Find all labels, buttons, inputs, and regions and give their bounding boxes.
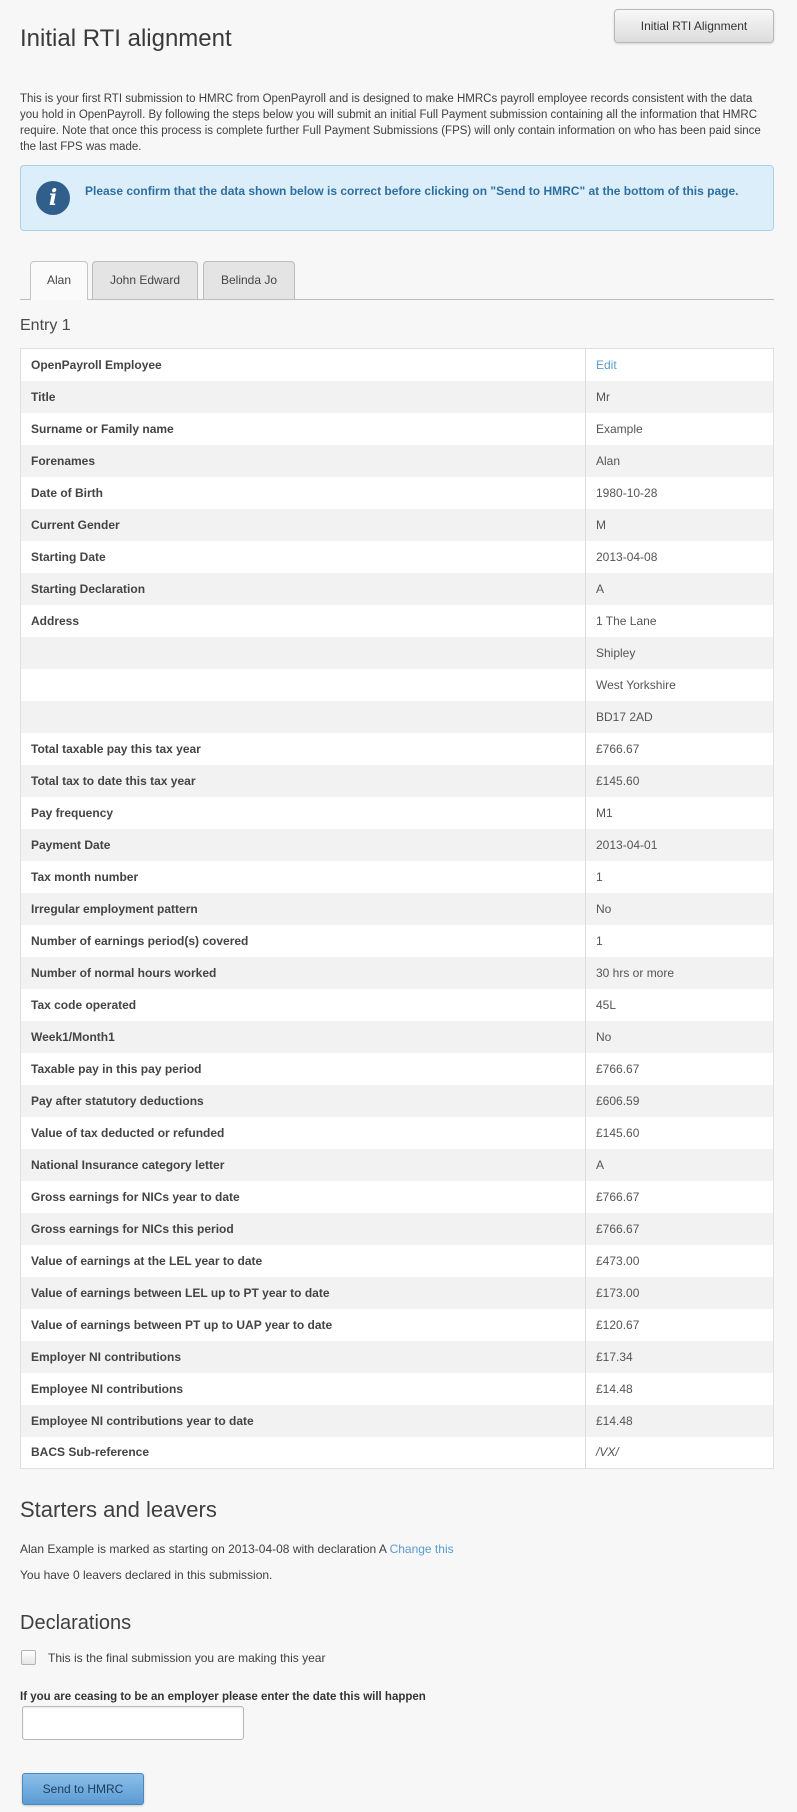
table-row [21, 893, 774, 925]
row-label [21, 669, 586, 701]
send-to-hmrc-button[interactable]: Send to HMRC [22, 1773, 144, 1805]
row-label: Starting Date [21, 541, 586, 573]
table-row [21, 477, 774, 509]
row-value: Alan [596, 453, 621, 468]
table-row [21, 1277, 774, 1309]
ceasing-date-input[interactable] [22, 1706, 244, 1740]
row-label: Tax code operated [21, 989, 586, 1021]
row-value: £473.00 [596, 1253, 640, 1268]
row-value: 45L [596, 997, 617, 1012]
row-label [21, 701, 586, 733]
tab-alan[interactable]: Alan [30, 261, 88, 300]
row-label: Value of earnings at the LEL year to date [21, 1245, 586, 1277]
row-label: Title [21, 381, 586, 413]
row-label: Value of earnings between LEL up to PT year to date [21, 1277, 586, 1309]
row-label: Gross earnings for NICs this period [21, 1213, 586, 1245]
row-label: Week1/Month1 [21, 1021, 586, 1053]
table-row [21, 509, 774, 541]
row-label: Address [21, 605, 586, 637]
info-alert [20, 165, 774, 231]
intro-text: This is your first RTI submission to HMRC from OpenPayroll and is designed to make HMRCs payroll employee records consistent with the data you hold in OpenPayroll. By following the steps below you will submit an initial Full Payment submission containing all the information that HMRC require. Note that once this process is complete further Full Payment Submissions (FPS) will only contain information on who has been paid since the last FPS was made. [20, 93, 761, 153]
row-label [21, 637, 586, 669]
row-label: BACS Sub-reference [21, 1437, 586, 1469]
row-value: £145.60 [596, 1125, 640, 1140]
row-value: 1980-10-28 [596, 485, 658, 500]
row-label: OpenPayroll Employee [21, 349, 586, 381]
row-value: Mr [596, 389, 610, 404]
row-value: £17.34 [596, 1349, 633, 1364]
row-value: £766.67 [596, 741, 640, 756]
ceasing-date-label: If you are ceasing to be an employer please enter the date this will happen [20, 1691, 426, 1703]
starters-leavers-title: Starters and leavers [20, 1497, 217, 1522]
row-value: 1 [596, 933, 603, 948]
table-row [21, 381, 774, 413]
row-label: Current Gender [21, 509, 586, 541]
info-alert-text: Please confirm that the data shown below is correct before clicking on "Send to HMRC" at the bottom of this page. [85, 184, 739, 198]
table-row [21, 861, 774, 893]
row-label: Pay after statutory deductions [21, 1085, 586, 1117]
row-label: Surname or Family name [21, 413, 586, 445]
row-value: 30 hrs or more [596, 965, 675, 980]
row-label: Number of earnings period(s) covered [21, 925, 586, 957]
row-value: £14.48 [596, 1381, 633, 1396]
tab-belinda-jo[interactable]: Belinda Jo [203, 261, 295, 299]
employee-tabs [20, 261, 774, 300]
table-row [21, 1021, 774, 1053]
row-value: £14.48 [596, 1413, 633, 1428]
table-row [21, 1373, 774, 1405]
change-this-link[interactable]: Change this [389, 1542, 454, 1556]
table-row [21, 669, 774, 701]
declarations-title: Declarations [20, 1612, 132, 1634]
table-row [21, 1437, 774, 1469]
table-row [21, 1149, 774, 1181]
row-label: Starting Declaration [21, 573, 586, 605]
table-row [21, 1117, 774, 1149]
row-value: Example [596, 421, 643, 436]
table-row [21, 413, 774, 445]
starter-info [20, 1541, 454, 1557]
table-row [21, 1309, 774, 1341]
row-label: Employee NI contributions [21, 1373, 586, 1405]
page-title: Initial RTI alignment [20, 25, 232, 52]
starter-text: Alan Example is marked as starting on 2013-04-08 with declaration A [20, 1542, 387, 1556]
row-label: Irregular employment pattern [21, 893, 586, 925]
table-row [21, 797, 774, 829]
row-value: A [596, 1157, 605, 1172]
row-value: 1 [596, 869, 603, 884]
tab-john-edward[interactable]: John Edward [92, 261, 198, 299]
row-value: West Yorkshire [596, 677, 676, 692]
row-value: £766.67 [596, 1061, 640, 1076]
table-row [21, 1053, 774, 1085]
table-row [21, 701, 774, 733]
row-value: £766.67 [596, 1221, 640, 1236]
table-row [21, 1245, 774, 1277]
row-label: Pay frequency [21, 797, 586, 829]
table-row [21, 765, 774, 797]
table-row [21, 957, 774, 989]
row-value: £145.60 [596, 773, 640, 788]
row-label: Employee NI contributions year to date [21, 1405, 586, 1437]
table-row [21, 1085, 774, 1117]
table-row [21, 541, 774, 573]
row-label: Taxable pay in this pay period [21, 1053, 586, 1085]
info-icon: i [36, 181, 70, 215]
row-value: M [596, 517, 606, 532]
row-value: 2013-04-01 [596, 837, 658, 852]
table-row [21, 989, 774, 1021]
final-submission-label: This is the final submission you are making this year [48, 1651, 326, 1665]
row-value: M1 [596, 805, 613, 820]
row-label: Total taxable pay this tax year [21, 733, 586, 765]
row-value: £173.00 [596, 1285, 640, 1300]
employee-data-table [20, 348, 774, 1469]
table-row [21, 637, 774, 669]
final-submission-checkbox[interactable] [21, 1650, 36, 1665]
row-label: National Insurance category letter [21, 1149, 586, 1181]
table-row [21, 573, 774, 605]
table-row [21, 1181, 774, 1213]
row-label: Tax month number [21, 861, 586, 893]
row-value: £606.59 [596, 1093, 640, 1108]
row-label: Date of Birth [21, 477, 586, 509]
row-label: Total tax to date this tax year [21, 765, 586, 797]
entry-title: Entry 1 [20, 317, 71, 334]
table-row [21, 349, 774, 381]
initial-rti-alignment-button[interactable]: Initial RTI Alignment [614, 9, 774, 43]
row-label: Forenames [21, 445, 586, 477]
row-value: £766.67 [596, 1189, 640, 1204]
row-label: Employer NI contributions [21, 1341, 586, 1373]
row-value: £120.67 [596, 1317, 640, 1332]
table-row [21, 733, 774, 765]
table-row [21, 1213, 774, 1245]
row-value: /VX/ [596, 1445, 619, 1460]
row-value: 1 The Lane [596, 613, 657, 628]
edit-employee-link[interactable]: Edit [596, 357, 617, 372]
row-label: Gross earnings for NICs year to date [21, 1181, 586, 1213]
leavers-info: You have 0 leavers declared in this submission. [20, 1568, 273, 1582]
row-value: Shipley [596, 645, 636, 660]
table-row [21, 829, 774, 861]
table-row [21, 1341, 774, 1373]
row-value: BD17 2AD [596, 709, 653, 724]
row-value: 2013-04-08 [596, 549, 658, 564]
row-label: Payment Date [21, 829, 586, 861]
table-row [21, 605, 774, 637]
row-label: Number of normal hours worked [21, 957, 586, 989]
row-label: Value of earnings between PT up to UAP year to date [21, 1309, 586, 1341]
table-row [21, 925, 774, 957]
row-value: No [596, 1029, 612, 1044]
row-label: Value of tax deducted or refunded [21, 1117, 586, 1149]
row-value: A [596, 581, 605, 596]
row-value: No [596, 901, 612, 916]
table-row [21, 1405, 774, 1437]
table-row [21, 445, 774, 477]
